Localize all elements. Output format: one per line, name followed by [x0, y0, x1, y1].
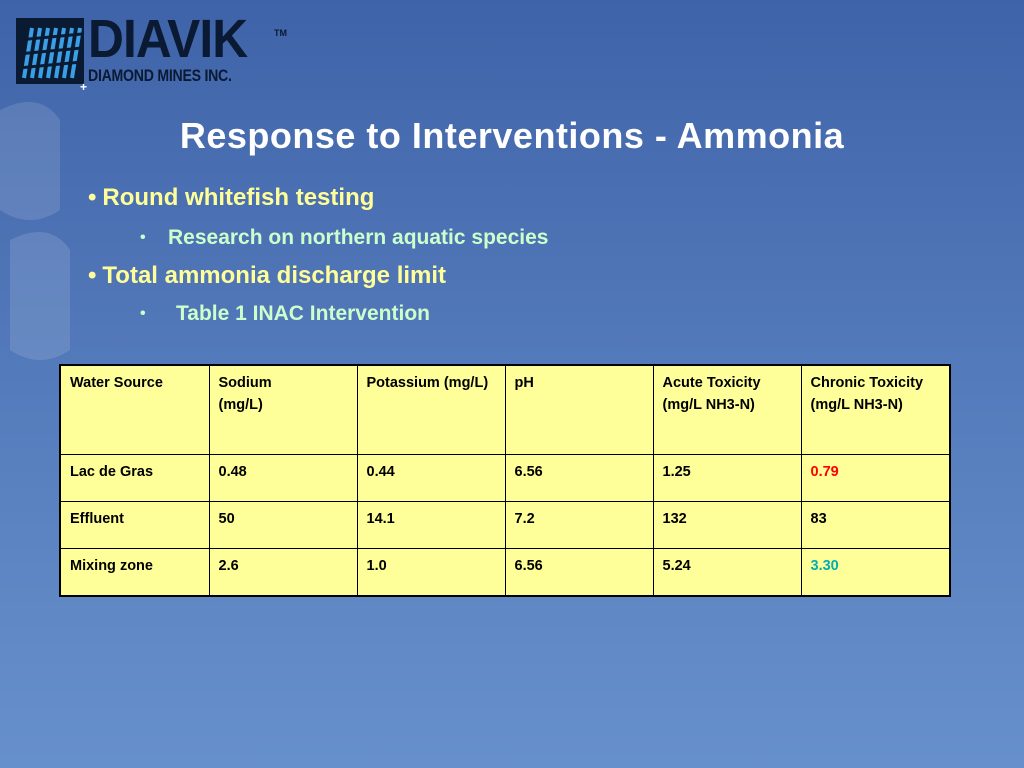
- header-potassium: Potassium (mg/L): [357, 365, 505, 455]
- sub-bullet-item: [140, 226, 548, 250]
- sub-bullet-marker: •: [140, 229, 146, 246]
- slide-title: Response to Interventions - Ammonia: [179, 115, 845, 156]
- header-ph: pH: [505, 365, 653, 455]
- logo-name: DIAVIK: [88, 9, 248, 69]
- sub-bullet-text: Table 1 INAC Intervention: [176, 302, 430, 325]
- table-cell: Mixing zone: [60, 549, 209, 597]
- table-cell: 1.25: [653, 455, 801, 502]
- table-cell-highlight: 0.79: [801, 455, 950, 502]
- data-table: [59, 364, 951, 597]
- logo-cross-icon: +: [80, 80, 88, 94]
- table-cell: 14.1: [357, 502, 505, 549]
- table-cell: 2.6: [209, 549, 357, 597]
- table-cell: 0.48: [209, 455, 357, 502]
- header-sodium: Sodium (mg/L): [209, 365, 357, 455]
- table-header-row: [60, 365, 950, 455]
- table-cell: 6.56: [505, 549, 653, 597]
- sub-bullet-marker: •: [140, 305, 146, 322]
- table-cell-highlight: 3.30: [801, 549, 950, 597]
- table-cell: 6.56: [505, 455, 653, 502]
- sub-bullet-item: [140, 302, 430, 326]
- table-cell: 83: [801, 502, 950, 549]
- bullet-text: Total ammonia discharge limit: [102, 262, 447, 289]
- table-cell: 132: [653, 502, 801, 549]
- company-logo: [14, 9, 287, 94]
- logo-trademark: TM: [274, 28, 287, 38]
- table-row: [60, 502, 950, 549]
- table-row: [60, 455, 950, 502]
- bullet-marker: •: [88, 184, 97, 211]
- header-chronic-toxicity: Chronic Toxicity (mg/L NH3-N): [801, 365, 950, 455]
- bullet-item: [88, 184, 374, 212]
- logo-mark-icon: [16, 18, 84, 84]
- bullet-text: Round whitefish testing: [102, 184, 375, 211]
- table-cell: 5.24: [653, 549, 801, 597]
- bullet-marker: •: [88, 262, 97, 289]
- table-cell: 1.0: [357, 549, 505, 597]
- table-row: [60, 549, 950, 597]
- table-cell: 50: [209, 502, 357, 549]
- sub-bullet-text: Research on northern aquatic species: [168, 226, 549, 249]
- table-cell: 0.44: [357, 455, 505, 502]
- header-water-source: Water Source: [60, 365, 209, 455]
- table-cell: 7.2: [505, 502, 653, 549]
- header-acute-toxicity: Acute Toxicity (mg/L NH3-N): [653, 365, 801, 455]
- table-cell: Lac de Gras: [60, 455, 209, 502]
- logo-subtitle: DIAMOND MINES INC.: [88, 66, 232, 85]
- table-cell: Effluent: [60, 502, 209, 549]
- bullet-item: [88, 262, 446, 290]
